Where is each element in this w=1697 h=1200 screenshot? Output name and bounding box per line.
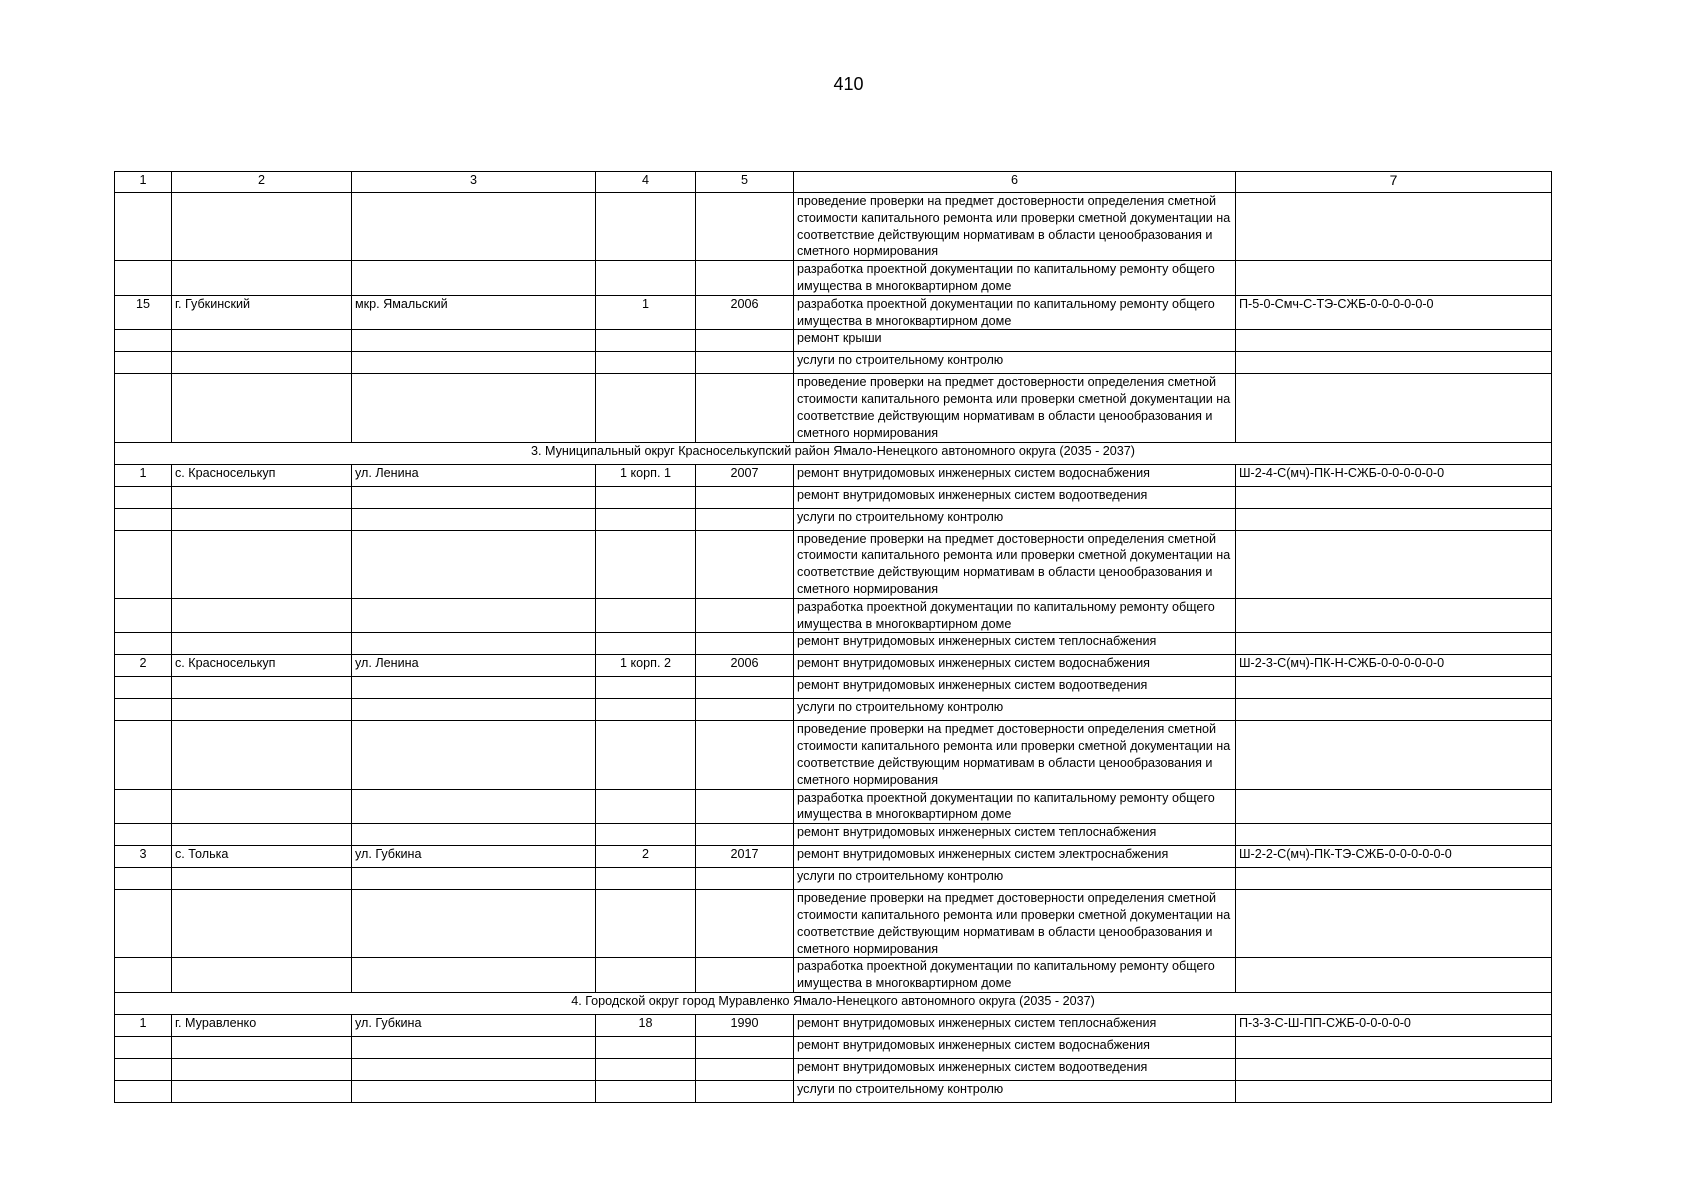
table-row: [115, 330, 1552, 352]
house-number-cell: [596, 530, 696, 598]
year-cell: [696, 958, 794, 993]
building-code-cell: Ш-2-4-С(мч)-ПК-Н-СЖБ-0-0-0-0-0-0: [1236, 464, 1552, 486]
year-cell: [696, 374, 794, 442]
work-type-cell: ремонт внутридомовых инженерных систем электроснабжения: [794, 846, 1236, 868]
house-number-cell: [596, 486, 696, 508]
year-cell: [696, 699, 794, 721]
house-number-cell: [596, 699, 696, 721]
work-type-cell: услуги по строительному контролю: [794, 699, 1236, 721]
house-number-cell: 1: [596, 295, 696, 330]
settlement-cell: [172, 958, 352, 993]
table-row: [115, 464, 1552, 486]
work-type-cell: разработка проектной документации по капитальному ремонту общего имущества в многоквартирном доме: [794, 789, 1236, 824]
settlement-cell: [172, 374, 352, 442]
row-number-cell: 2: [115, 655, 172, 677]
year-cell: [696, 824, 794, 846]
building-code-cell: [1236, 530, 1552, 598]
street-cell: [352, 677, 596, 699]
settlement-cell: [172, 352, 352, 374]
building-code-cell: Ш-2-2-С(мч)-ПК-ТЭ-СЖБ-0-0-0-0-0-0: [1236, 846, 1552, 868]
year-cell: [696, 677, 794, 699]
settlement-cell: [172, 699, 352, 721]
settlement-cell: [172, 824, 352, 846]
building-code-cell: [1236, 374, 1552, 442]
table-row: [115, 1036, 1552, 1058]
table-row: [115, 721, 1552, 789]
house-number-cell: [596, 633, 696, 655]
building-code-cell: [1236, 890, 1552, 958]
work-type-cell: ремонт внутридомовых инженерных систем водоотведения: [794, 1058, 1236, 1080]
settlement-cell: г. Муравленко: [172, 1014, 352, 1036]
work-type-cell: проведение проверки на предмет достоверности определения сметной стоимости капитального ремонта или проверки сметной документации на соответствие действующим нормативам в области ценообразования и сметного нормирования: [794, 721, 1236, 789]
year-cell: [696, 789, 794, 824]
row-number-cell: [115, 633, 172, 655]
row-number-cell: [115, 352, 172, 374]
settlement-cell: [172, 330, 352, 352]
page-number: 410: [833, 74, 864, 94]
building-code-cell: [1236, 824, 1552, 846]
building-code-cell: [1236, 721, 1552, 789]
section-title: 4. Городской округ город Муравленко Ямало-Ненецкого автономного округа (2035 - 2037): [115, 992, 1552, 1014]
year-cell: [696, 508, 794, 530]
building-code-cell: П-5-0-Смч-С-ТЭ-СЖБ-0-0-0-0-0-0: [1236, 295, 1552, 330]
street-cell: ул. Ленина: [352, 655, 596, 677]
year-cell: 2006: [696, 295, 794, 330]
table-row: [115, 846, 1552, 868]
row-number-cell: [115, 508, 172, 530]
settlement-cell: [172, 1036, 352, 1058]
street-cell: ул. Губкина: [352, 846, 596, 868]
street-cell: [352, 261, 596, 296]
settlement-cell: [172, 530, 352, 598]
table-row: [115, 530, 1552, 598]
header-cell-4: 4: [596, 172, 696, 193]
section-title: 3. Муниципальный округ Красноселькупский район Ямало-Ненецкого автономного округа (2035 - 2037): [115, 442, 1552, 464]
building-code-cell: Ш-2-3-С(мч)-ПК-Н-СЖБ-0-0-0-0-0-0: [1236, 655, 1552, 677]
table-row: [115, 655, 1552, 677]
settlement-cell: г. Губкинский: [172, 295, 352, 330]
street-cell: ул. Губкина: [352, 1014, 596, 1036]
house-number-cell: [596, 598, 696, 633]
street-cell: [352, 1080, 596, 1102]
settlement-cell: [172, 1080, 352, 1102]
year-cell: [696, 1058, 794, 1080]
row-number-cell: [115, 193, 172, 261]
table-row: [115, 633, 1552, 655]
work-type-cell: разработка проектной документации по капитальному ремонту общего имущества в многоквартирном доме: [794, 261, 1236, 296]
row-number-cell: 1: [115, 1014, 172, 1036]
table-row: [115, 261, 1552, 296]
year-cell: [696, 530, 794, 598]
year-cell: [696, 868, 794, 890]
settlement-cell: [172, 677, 352, 699]
work-type-cell: разработка проектной документации по капитальному ремонту общего имущества в многоквартирном доме: [794, 295, 1236, 330]
row-number-cell: [115, 530, 172, 598]
header-cell-6: 6: [794, 172, 1236, 193]
street-cell: [352, 486, 596, 508]
table-row: [115, 890, 1552, 958]
building-code-cell: [1236, 486, 1552, 508]
table-row: [115, 508, 1552, 530]
building-code-cell: [1236, 677, 1552, 699]
year-cell: [696, 890, 794, 958]
capital-repair-table: [114, 171, 1552, 1103]
building-code-cell: [1236, 352, 1552, 374]
settlement-cell: [172, 598, 352, 633]
year-cell: 1990: [696, 1014, 794, 1036]
building-code-cell: [1236, 193, 1552, 261]
building-code-cell: [1236, 1058, 1552, 1080]
street-cell: ул. Ленина: [352, 464, 596, 486]
row-number-cell: [115, 958, 172, 993]
work-type-cell: ремонт крыши: [794, 330, 1236, 352]
table-row: [115, 699, 1552, 721]
table-row: [115, 295, 1552, 330]
house-number-cell: 2: [596, 846, 696, 868]
work-type-cell: услуги по строительному контролю: [794, 352, 1236, 374]
street-cell: [352, 508, 596, 530]
house-number-cell: [596, 508, 696, 530]
street-cell: [352, 958, 596, 993]
row-number-cell: [115, 486, 172, 508]
building-code-cell: [1236, 789, 1552, 824]
settlement-cell: [172, 261, 352, 296]
table-row: [115, 374, 1552, 442]
street-cell: мкр. Ямальский: [352, 295, 596, 330]
work-type-cell: ремонт внутридомовых инженерных систем теплоснабжения: [794, 633, 1236, 655]
street-cell: [352, 352, 596, 374]
year-cell: 2017: [696, 846, 794, 868]
house-number-cell: [596, 193, 696, 261]
house-number-cell: 1 корп. 1: [596, 464, 696, 486]
year-cell: [696, 1036, 794, 1058]
table-row: [115, 193, 1552, 261]
row-number-cell: [115, 1080, 172, 1102]
settlement-cell: [172, 193, 352, 261]
work-type-cell: разработка проектной документации по капитальному ремонту общего имущества в многоквартирном доме: [794, 958, 1236, 993]
row-number-cell: 1: [115, 464, 172, 486]
building-code-cell: [1236, 958, 1552, 993]
house-number-cell: [596, 1036, 696, 1058]
table-body: [115, 193, 1552, 1103]
house-number-cell: [596, 677, 696, 699]
building-code-cell: [1236, 598, 1552, 633]
work-type-cell: проведение проверки на предмет достоверности определения сметной стоимости капитального ремонта или проверки сметной документации на соответствие действующим нормативам в области ценообразования и сметного нормирования: [794, 530, 1236, 598]
year-cell: [696, 633, 794, 655]
house-number-cell: [596, 330, 696, 352]
row-number-cell: [115, 890, 172, 958]
building-code-cell: [1236, 330, 1552, 352]
street-cell: [352, 890, 596, 958]
year-cell: [696, 721, 794, 789]
house-number-cell: [596, 958, 696, 993]
street-cell: [352, 699, 596, 721]
house-number-cell: 1 корп. 2: [596, 655, 696, 677]
settlement-cell: [172, 1058, 352, 1080]
table-row: [115, 352, 1552, 374]
settlement-cell: [172, 721, 352, 789]
building-code-cell: [1236, 699, 1552, 721]
row-number-cell: [115, 789, 172, 824]
street-cell: [352, 721, 596, 789]
settlement-cell: [172, 789, 352, 824]
header-cell-7: 7: [1236, 172, 1552, 193]
row-number-cell: [115, 868, 172, 890]
street-cell: [352, 598, 596, 633]
street-cell: [352, 330, 596, 352]
year-cell: [696, 261, 794, 296]
street-cell: [352, 789, 596, 824]
work-type-cell: проведение проверки на предмет достоверности определения сметной стоимости капитального ремонта или проверки сметной документации на соответствие действующим нормативам в области ценообразования и сметного нормирования: [794, 890, 1236, 958]
table-row: [115, 789, 1552, 824]
street-cell: [352, 374, 596, 442]
table-row: [115, 677, 1552, 699]
house-number-cell: [596, 352, 696, 374]
work-type-cell: проведение проверки на предмет достоверности определения сметной стоимости капитального ремонта или проверки сметной документации на соответствие действующим нормативам в области ценообразования и сметного нормирования: [794, 374, 1236, 442]
table-row: [115, 824, 1552, 846]
row-number-cell: [115, 824, 172, 846]
building-code-cell: [1236, 633, 1552, 655]
settlement-cell: [172, 508, 352, 530]
street-cell: [352, 193, 596, 261]
house-number-cell: [596, 789, 696, 824]
building-code-cell: [1236, 1080, 1552, 1102]
settlement-cell: [172, 486, 352, 508]
work-type-cell: услуги по строительному контролю: [794, 1080, 1236, 1102]
header-cell-1: 1: [115, 172, 172, 193]
row-number-cell: [115, 374, 172, 442]
table-row: [115, 598, 1552, 633]
house-number-cell: [596, 1058, 696, 1080]
table-header-row: [115, 172, 1552, 193]
street-cell: [352, 1036, 596, 1058]
work-type-cell: ремонт внутридомовых инженерных систем водоотведения: [794, 677, 1236, 699]
house-number-cell: [596, 824, 696, 846]
table-row: [115, 958, 1552, 993]
house-number-cell: [596, 374, 696, 442]
work-type-cell: ремонт внутридомовых инженерных систем теплоснабжения: [794, 824, 1236, 846]
year-cell: [696, 330, 794, 352]
year-cell: [696, 352, 794, 374]
row-number-cell: 3: [115, 846, 172, 868]
house-number-cell: [596, 721, 696, 789]
table-row: [115, 1014, 1552, 1036]
table-row: [115, 1058, 1552, 1080]
table-row: [115, 486, 1552, 508]
work-type-cell: ремонт внутридомовых инженерных систем водоснабжения: [794, 655, 1236, 677]
year-cell: 2006: [696, 655, 794, 677]
settlement-cell: с. Красноселькуп: [172, 655, 352, 677]
settlement-cell: [172, 868, 352, 890]
work-type-cell: ремонт внутридомовых инженерных систем водоснабжения: [794, 464, 1236, 486]
row-number-cell: [115, 598, 172, 633]
work-type-cell: услуги по строительному контролю: [794, 508, 1236, 530]
row-number-cell: [115, 677, 172, 699]
street-cell: [352, 530, 596, 598]
building-code-cell: [1236, 508, 1552, 530]
house-number-cell: [596, 868, 696, 890]
year-cell: [696, 598, 794, 633]
row-number-cell: [115, 1036, 172, 1058]
settlement-cell: [172, 633, 352, 655]
house-number-cell: [596, 1080, 696, 1102]
row-number-cell: 15: [115, 295, 172, 330]
settlement-cell: с. Красноселькуп: [172, 464, 352, 486]
settlement-cell: с. Толька: [172, 846, 352, 868]
section-header-row: [115, 442, 1552, 464]
row-number-cell: [115, 699, 172, 721]
section-header-row: [115, 992, 1552, 1014]
street-cell: [352, 633, 596, 655]
work-type-cell: ремонт внутридомовых инженерных систем водоотведения: [794, 486, 1236, 508]
row-number-cell: [115, 330, 172, 352]
year-cell: [696, 193, 794, 261]
header-cell-2: 2: [172, 172, 352, 193]
building-code-cell: [1236, 261, 1552, 296]
row-number-cell: [115, 1058, 172, 1080]
row-number-cell: [115, 261, 172, 296]
work-type-cell: услуги по строительному контролю: [794, 868, 1236, 890]
year-cell: 2007: [696, 464, 794, 486]
building-code-cell: П-3-3-С-Ш-ПП-СЖБ-0-0-0-0-0: [1236, 1014, 1552, 1036]
street-cell: [352, 824, 596, 846]
street-cell: [352, 1058, 596, 1080]
year-cell: [696, 1080, 794, 1102]
work-type-cell: разработка проектной документации по капитальному ремонту общего имущества в многоквартирном доме: [794, 598, 1236, 633]
table-row: [115, 868, 1552, 890]
house-number-cell: [596, 890, 696, 958]
street-cell: [352, 868, 596, 890]
row-number-cell: [115, 721, 172, 789]
header-cell-5: 5: [696, 172, 794, 193]
work-type-cell: ремонт внутридомовых инженерных систем водоснабжения: [794, 1036, 1236, 1058]
house-number-cell: 18: [596, 1014, 696, 1036]
building-code-cell: [1236, 868, 1552, 890]
house-number-cell: [596, 261, 696, 296]
settlement-cell: [172, 890, 352, 958]
table-row: [115, 1080, 1552, 1102]
header-cell-3: 3: [352, 172, 596, 193]
work-type-cell: ремонт внутридомовых инженерных систем теплоснабжения: [794, 1014, 1236, 1036]
work-type-cell: проведение проверки на предмет достоверности определения сметной стоимости капитального ремонта или проверки сметной документации на соответствие действующим нормативам в области ценообразования и сметного нормирования: [794, 193, 1236, 261]
building-code-cell: [1236, 1036, 1552, 1058]
year-cell: [696, 486, 794, 508]
